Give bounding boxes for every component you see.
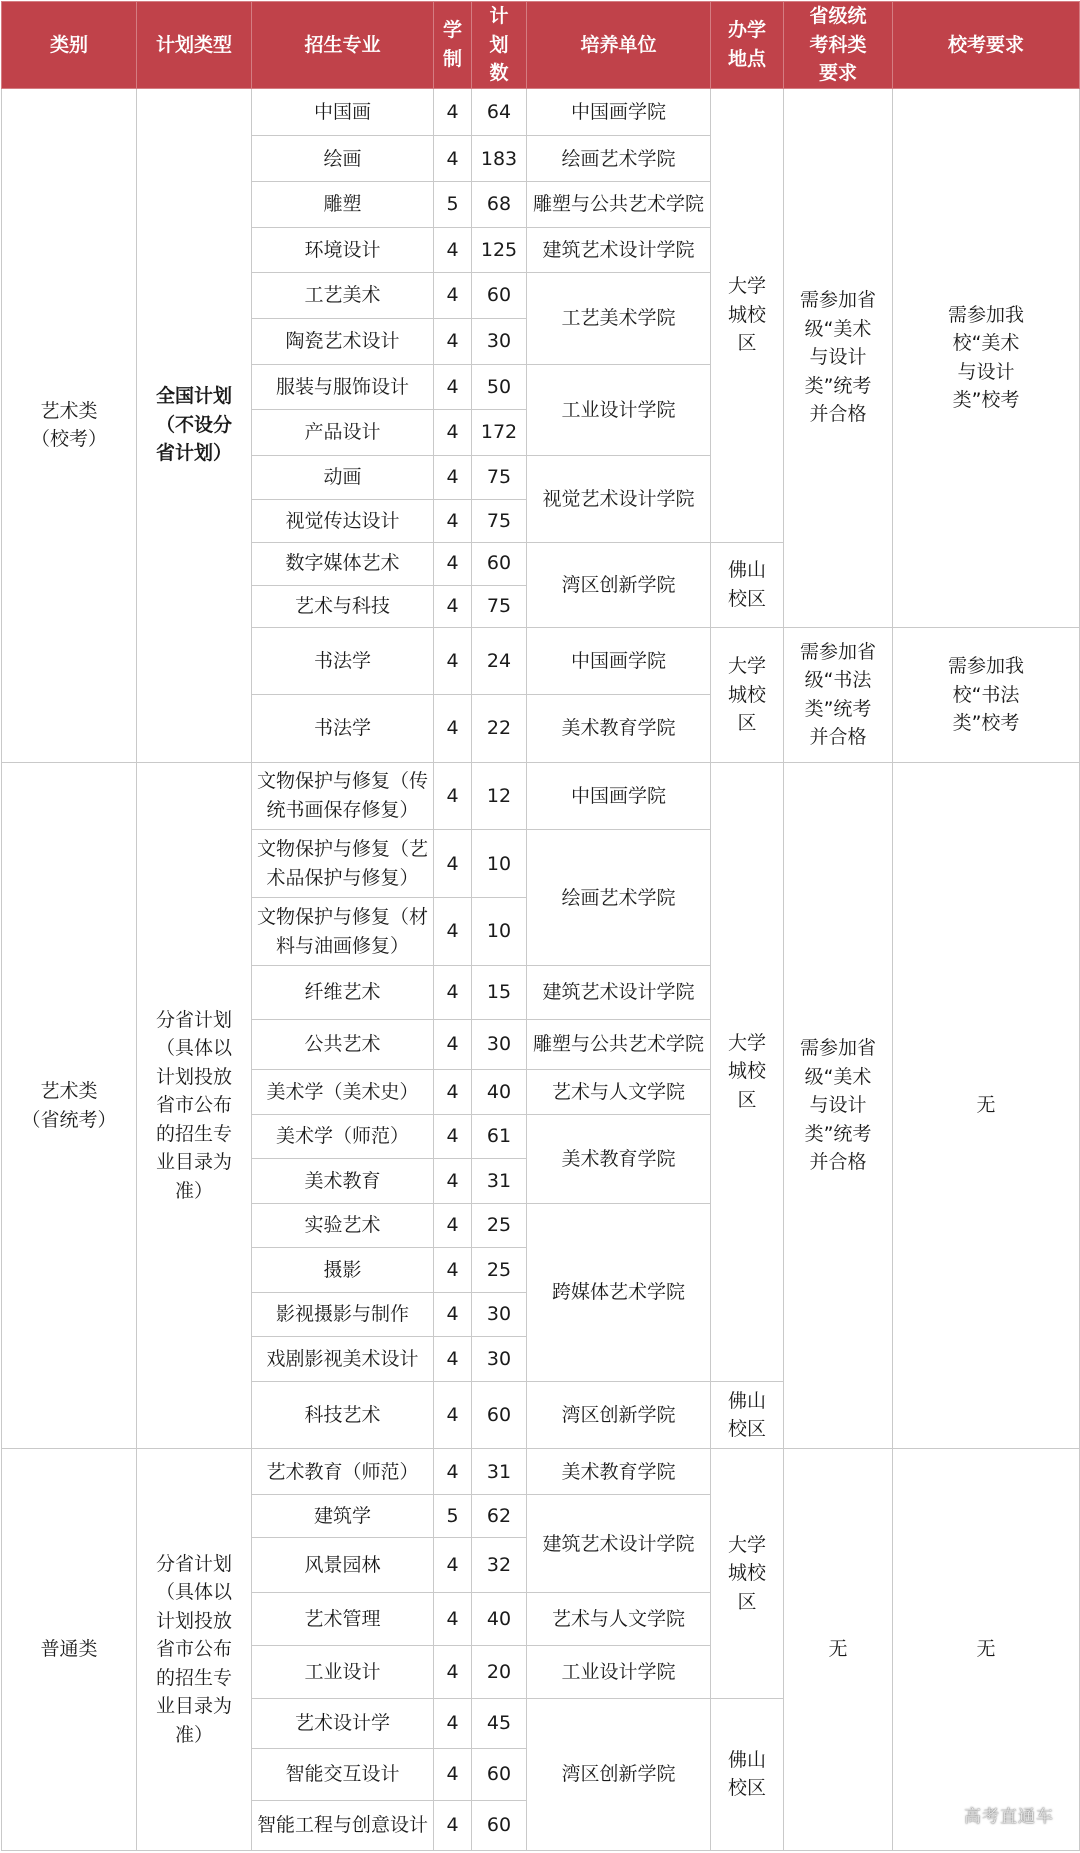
- header-category: 类别: [2, 2, 137, 89]
- location-cell: 佛山 校区: [711, 1381, 784, 1449]
- unit-cell: 绘画艺术学院: [527, 830, 711, 966]
- major-cell: 陶瓷艺术设计: [252, 319, 434, 365]
- unit-cell: 美术教育学院: [527, 694, 711, 762]
- years-cell: 4: [434, 585, 472, 627]
- count-cell: 12: [472, 762, 527, 830]
- unit-cell: 工业设计学院: [527, 1646, 711, 1699]
- years-cell: 4: [434, 1337, 472, 1381]
- major-cell: 环境设计: [252, 227, 434, 273]
- major-cell: 影视摄影与制作: [252, 1292, 434, 1336]
- count-cell: 50: [472, 364, 527, 410]
- count-cell: 61: [472, 1114, 527, 1158]
- location-cell: 大学 城校 区: [711, 1449, 784, 1698]
- unit-cell: 湾区创新学院: [527, 542, 711, 627]
- location-cell: 大学 城校 区: [711, 88, 784, 542]
- years-cell: 4: [434, 1203, 472, 1247]
- major-cell: 摄影: [252, 1248, 434, 1292]
- header-years: 学 制: [434, 2, 472, 89]
- years-cell: 4: [434, 88, 472, 136]
- major-cell: 书法学: [252, 627, 434, 694]
- header-plan-type: 计划类型: [137, 2, 252, 89]
- years-cell: 4: [434, 410, 472, 456]
- major-cell: 美术学（美术史）: [252, 1070, 434, 1114]
- major-cell: 艺术与科技: [252, 585, 434, 627]
- category-cell: 普通类: [2, 1449, 137, 1851]
- major-cell: 艺术教育（师范）: [252, 1449, 434, 1495]
- header-count: 计 划 数: [472, 2, 527, 89]
- years-cell: 4: [434, 1248, 472, 1292]
- count-cell: 60: [472, 542, 527, 585]
- count-cell: 75: [472, 500, 527, 542]
- unit-cell: 跨媒体艺术学院: [527, 1203, 711, 1381]
- major-cell: 数字媒体艺术: [252, 542, 434, 585]
- watermark: 高考直通车: [964, 1807, 1054, 1827]
- unit-cell: 建筑艺术设计学院: [527, 966, 711, 1020]
- unit-cell: 雕塑与公共艺术学院: [527, 1020, 711, 1070]
- years-cell: 4: [434, 627, 472, 694]
- table-row: [2, 88, 1080, 136]
- count-cell: 30: [472, 1337, 527, 1381]
- major-cell: 书法学: [252, 694, 434, 762]
- major-cell: 中国画: [252, 88, 434, 136]
- count-cell: 30: [472, 1020, 527, 1070]
- count-cell: 32: [472, 1538, 527, 1593]
- location-cell: 佛山 校区: [711, 1698, 784, 1850]
- major-cell: 绘画: [252, 136, 434, 182]
- header-location: 办学 地点: [711, 2, 784, 89]
- provincial-exam-cell: 无: [784, 1449, 893, 1851]
- count-cell: 75: [472, 585, 527, 627]
- major-cell: 文物保护与修复（传统书画保存修复）: [252, 762, 434, 830]
- major-cell: 实验艺术: [252, 1203, 434, 1247]
- count-cell: 40: [472, 1593, 527, 1646]
- major-cell: 艺术设计学: [252, 1698, 434, 1748]
- count-cell: 68: [472, 182, 527, 228]
- years-cell: 4: [434, 1020, 472, 1070]
- unit-cell: 建筑艺术设计学院: [527, 227, 711, 273]
- count-cell: 30: [472, 1292, 527, 1336]
- unit-cell: 工业设计学院: [527, 364, 711, 455]
- years-cell: 4: [434, 966, 472, 1020]
- count-cell: 31: [472, 1159, 527, 1203]
- unit-cell: 雕塑与公共艺术学院: [527, 182, 711, 228]
- location-cell: 佛山 校区: [711, 542, 784, 627]
- unit-cell: 美术教育学院: [527, 1114, 711, 1203]
- plan-type-cell: 分省计划 （具体以 计划投放 省市公布 的招生专 业目录为 准）: [137, 762, 252, 1449]
- years-cell: 4: [434, 1646, 472, 1699]
- header-provincial-exam: 省级统 考科类 要求: [784, 2, 893, 89]
- years-cell: 4: [434, 1292, 472, 1336]
- category-cell: 艺术类 （省统考）: [2, 762, 137, 1449]
- unit-cell: 美术教育学院: [527, 1449, 711, 1495]
- years-cell: 4: [434, 1538, 472, 1593]
- years-cell: 4: [434, 500, 472, 542]
- major-cell: 美术学（师范）: [252, 1114, 434, 1158]
- unit-cell: 工艺美术学院: [527, 273, 711, 364]
- header-school-exam: 校考要求: [893, 2, 1080, 89]
- count-cell: 60: [472, 273, 527, 319]
- major-cell: 戏剧影视美术设计: [252, 1337, 434, 1381]
- unit-cell: 视觉艺术设计学院: [527, 455, 711, 542]
- header-unit: 培养单位: [527, 2, 711, 89]
- count-cell: 64: [472, 88, 527, 136]
- unit-cell: 湾区创新学院: [527, 1381, 711, 1449]
- years-cell: 4: [434, 136, 472, 182]
- years-cell: 4: [434, 1698, 472, 1748]
- school-exam-cell: 需参加我 校“书法 类”校考: [893, 627, 1080, 762]
- count-cell: 15: [472, 966, 527, 1020]
- major-cell: 智能交互设计: [252, 1749, 434, 1800]
- major-cell: 雕塑: [252, 182, 434, 228]
- major-cell: 产品设计: [252, 410, 434, 456]
- count-cell: 183: [472, 136, 527, 182]
- years-cell: 4: [434, 1593, 472, 1646]
- major-cell: 纤维艺术: [252, 966, 434, 1020]
- count-cell: 60: [472, 1381, 527, 1449]
- years-cell: 4: [434, 455, 472, 499]
- years-cell: 5: [434, 1495, 472, 1538]
- count-cell: 10: [472, 898, 527, 966]
- count-cell: 20: [472, 1646, 527, 1699]
- years-cell: 4: [434, 1800, 472, 1850]
- major-cell: 服装与服饰设计: [252, 364, 434, 410]
- major-cell: 建筑学: [252, 1495, 434, 1538]
- count-cell: 10: [472, 830, 527, 898]
- unit-cell: 绘画艺术学院: [527, 136, 711, 182]
- years-cell: 4: [434, 1159, 472, 1203]
- count-cell: 25: [472, 1248, 527, 1292]
- unit-cell: 湾区创新学院: [527, 1698, 711, 1850]
- major-cell: 动画: [252, 455, 434, 499]
- years-cell: 4: [434, 364, 472, 410]
- school-exam-cell: 无: [893, 1449, 1080, 1851]
- unit-cell: 建筑艺术设计学院: [527, 1495, 711, 1593]
- years-cell: 4: [434, 227, 472, 273]
- years-cell: 4: [434, 830, 472, 898]
- count-cell: 60: [472, 1749, 527, 1800]
- school-exam-cell: 需参加我 校“美术 与设计 类”校考: [893, 88, 1080, 627]
- count-cell: 60: [472, 1800, 527, 1850]
- years-cell: 4: [434, 1381, 472, 1449]
- unit-cell: 艺术与人文学院: [527, 1593, 711, 1646]
- unit-cell: 中国画学院: [527, 627, 711, 694]
- major-cell: 文物保护与修复（艺术品保护与修复）: [252, 830, 434, 898]
- unit-cell: 艺术与人文学院: [527, 1070, 711, 1114]
- count-cell: 30: [472, 319, 527, 365]
- years-cell: 4: [434, 1070, 472, 1114]
- plan-type-cell: 分省计划 （具体以 计划投放 省市公布 的招生专 业目录为 准）: [137, 1449, 252, 1851]
- header-row: [2, 2, 1080, 89]
- major-cell: 工艺美术: [252, 273, 434, 319]
- school-exam-cell: 无: [893, 762, 1080, 1449]
- years-cell: 4: [434, 1449, 472, 1495]
- major-cell: 艺术管理: [252, 1593, 434, 1646]
- major-cell: 美术教育: [252, 1159, 434, 1203]
- provincial-exam-cell: 需参加省 级“美术 与设计 类”统考 并合格: [784, 762, 893, 1449]
- provincial-exam-cell: 需参加省 级“美术 与设计 类”统考 并合格: [784, 88, 893, 627]
- years-cell: 4: [434, 898, 472, 966]
- plan-type-cell: 全国计划 （不设分 省计划）: [137, 88, 252, 762]
- major-cell: 工业设计: [252, 1646, 434, 1699]
- years-cell: 4: [434, 1114, 472, 1158]
- count-cell: 40: [472, 1070, 527, 1114]
- count-cell: 172: [472, 410, 527, 456]
- count-cell: 31: [472, 1449, 527, 1495]
- years-cell: 4: [434, 694, 472, 762]
- count-cell: 62: [472, 1495, 527, 1538]
- category-cell: 艺术类 （校考）: [2, 88, 137, 762]
- header-major: 招生专业: [252, 2, 434, 89]
- years-cell: 4: [434, 542, 472, 585]
- years-cell: 4: [434, 1749, 472, 1800]
- major-cell: 智能工程与创意设计: [252, 1800, 434, 1850]
- major-cell: 视觉传达设计: [252, 500, 434, 542]
- count-cell: 45: [472, 1698, 527, 1748]
- count-cell: 24: [472, 627, 527, 694]
- major-cell: 科技艺术: [252, 1381, 434, 1449]
- admissions-table: [1, 1, 1080, 1851]
- count-cell: 75: [472, 455, 527, 499]
- provincial-exam-cell: 需参加省 级“书法 类”统考 并合格: [784, 627, 893, 762]
- major-cell: 公共艺术: [252, 1020, 434, 1070]
- years-cell: 4: [434, 273, 472, 319]
- major-cell: 文物保护与修复（材料与油画修复）: [252, 898, 434, 966]
- count-cell: 125: [472, 227, 527, 273]
- unit-cell: 中国画学院: [527, 762, 711, 830]
- major-cell: 风景园林: [252, 1538, 434, 1593]
- location-cell: 大学 城校 区: [711, 627, 784, 762]
- table-row: [2, 1449, 1080, 1495]
- table-row: [2, 762, 1080, 830]
- unit-cell: 中国画学院: [527, 88, 711, 136]
- location-cell: 大学 城校 区: [711, 762, 784, 1381]
- years-cell: 5: [434, 182, 472, 228]
- years-cell: 4: [434, 762, 472, 830]
- years-cell: 4: [434, 319, 472, 365]
- count-cell: 22: [472, 694, 527, 762]
- count-cell: 25: [472, 1203, 527, 1247]
